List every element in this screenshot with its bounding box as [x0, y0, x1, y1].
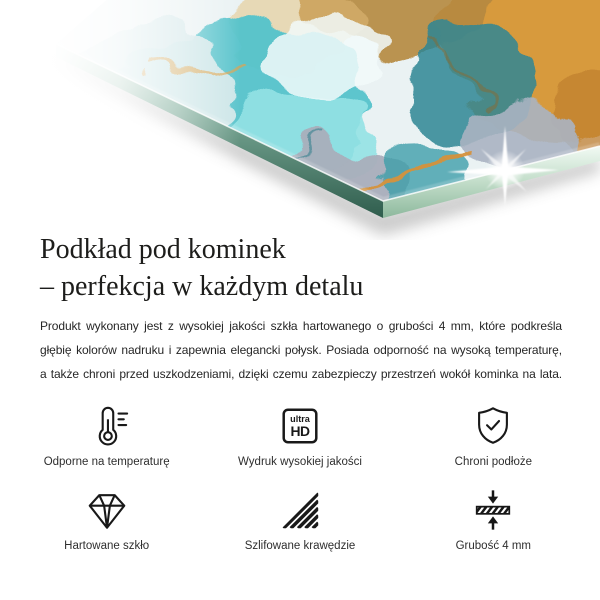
product-image	[0, 0, 600, 240]
product-description-section	[40, 231, 562, 386]
photo-fade-overlay	[0, 0, 600, 240]
feature-label: Chroni podłoże	[454, 456, 532, 468]
feature-tempered-glass	[10, 485, 203, 554]
title-line-1: Podkład pod kominek	[40, 234, 286, 265]
polished-edges-icon	[278, 485, 322, 535]
glass-panel-photo	[0, 0, 600, 240]
ultra-hd-text-bottom: HD	[290, 423, 310, 440]
page-title	[40, 231, 562, 305]
thermometer-icon	[84, 401, 130, 451]
feature-label: Wydruk wysokiej jakości	[238, 456, 362, 468]
description-line: głębię kolorów nadruku i zapewnia elegancki połysk. Posiada odporność na wysoką temperaturę,	[40, 343, 562, 357]
diamond-icon	[84, 485, 130, 535]
description-line: a także chroni przed uszkodzeniami, dzięki czemu zabezpieczy przestrzeń wokół kominka na lata.	[40, 367, 562, 381]
description-line: Produkt wykonany jest z wysokiej jakości szkła hartowanego o grubości 4 mm, które podkreśla	[40, 319, 562, 333]
product-description	[40, 314, 562, 386]
title-line-2: – perfekcja w każdym detalu	[40, 271, 364, 302]
ultra-hd-icon	[277, 401, 323, 451]
shield-check-icon	[470, 401, 516, 451]
feature-label: Grubość 4 mm	[455, 540, 532, 552]
ultra-hd-text-top: ultra	[290, 414, 310, 425]
feature-heat-resistant	[10, 401, 203, 470]
thickness-icon	[470, 485, 516, 535]
feature-protects-floor	[397, 401, 590, 470]
feature-label: Odporne na temperaturę	[43, 456, 170, 468]
feature-thickness	[397, 485, 590, 554]
feature-grid	[0, 401, 600, 554]
feature-label: Hartowane szkło	[64, 540, 150, 552]
feature-polished-edges	[203, 485, 396, 554]
feature-print-quality	[203, 401, 396, 470]
feature-label: Szlifowane krawędzie	[244, 540, 356, 552]
